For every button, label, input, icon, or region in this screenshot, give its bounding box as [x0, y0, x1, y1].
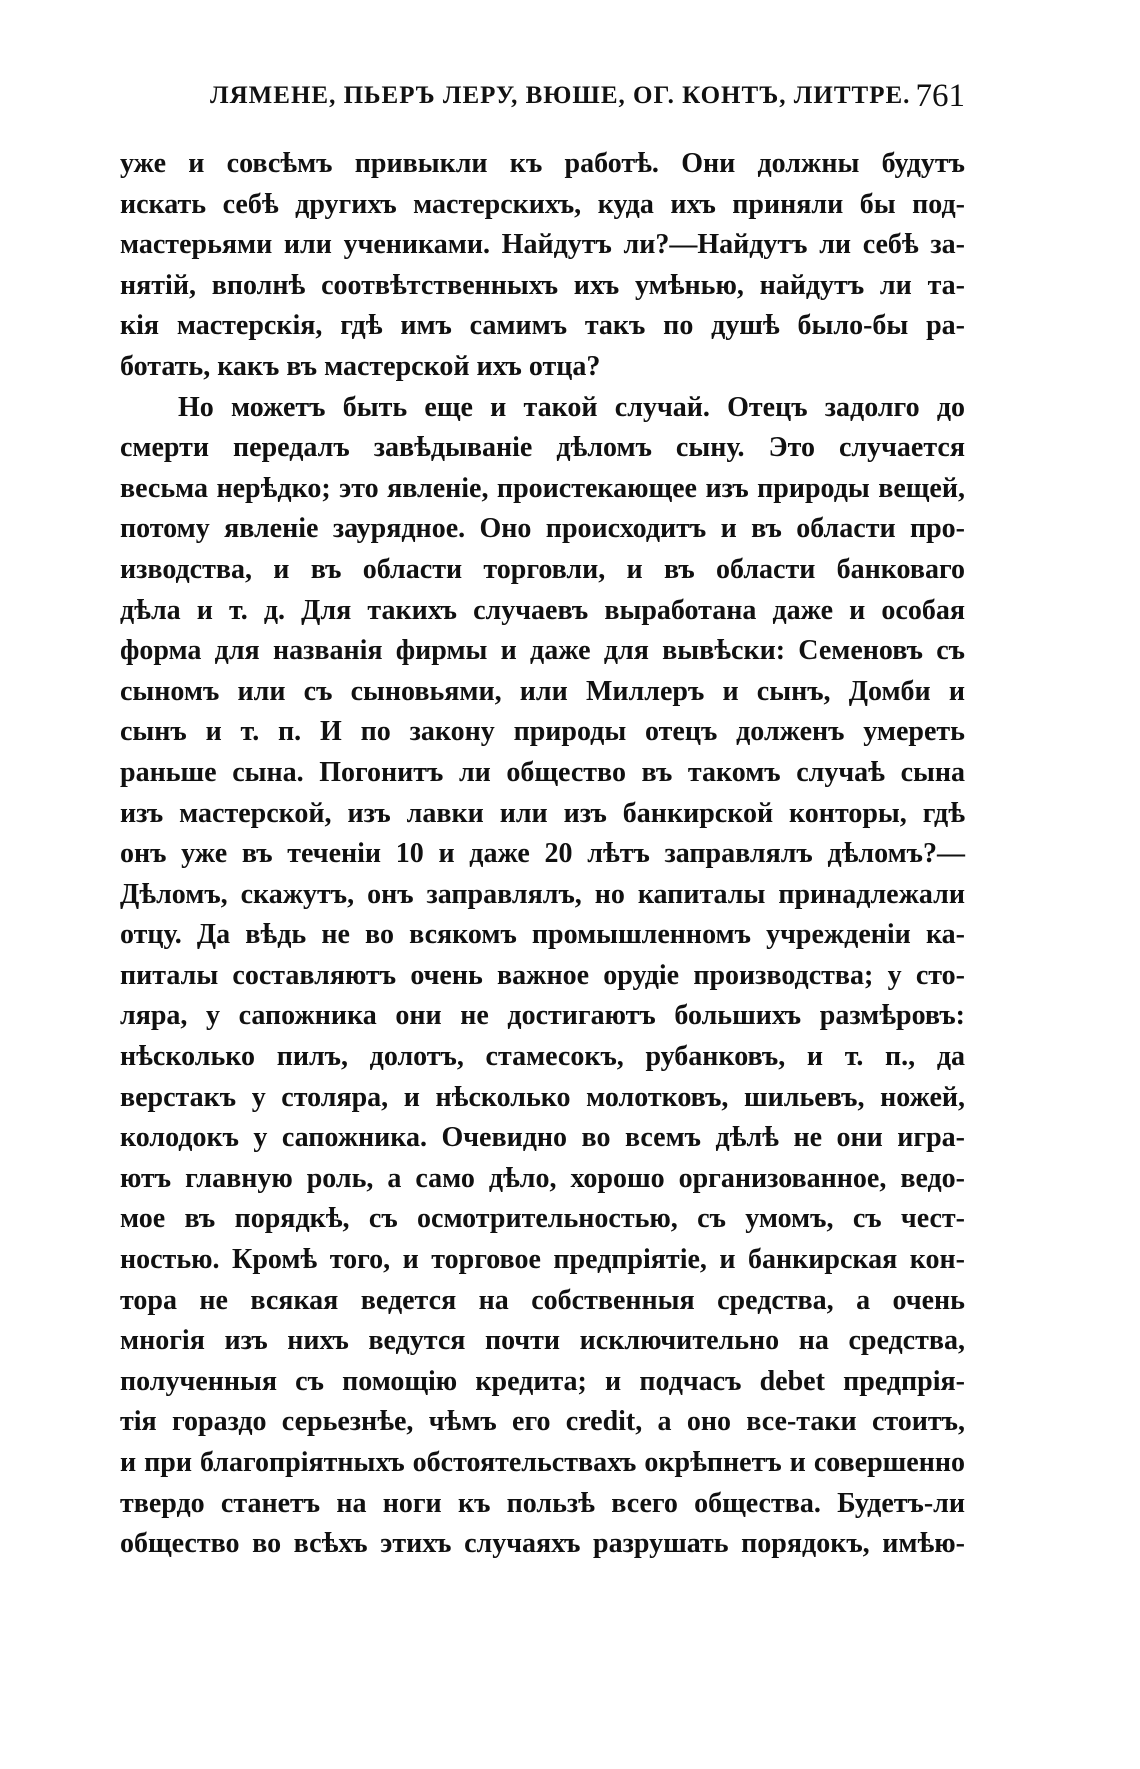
text-line: ютъ главную роль, а само дѣло, хорошо организованное, ведо- — [120, 1162, 965, 1194]
text-line: искать себѣ другихъ мастерскихъ, куда ихъ приняли бы под- — [120, 188, 965, 220]
text-line: полученныя съ помощію кредита; и подчасъ debet предпрія- — [120, 1365, 965, 1397]
text-line: мое въ порядкѣ, съ осмотрительностью, съ умомъ, съ чест- — [120, 1203, 965, 1235]
text-line: многія изъ нихъ ведутся почти исключительно на средства, — [120, 1325, 965, 1357]
text-line: ботать, какъ въ мастерской ихъ отца? — [120, 350, 601, 382]
text-line: потому явленіе заурядное. Оно происходитъ и въ области про- — [120, 513, 965, 545]
text-line: питалы составляютъ очень важное орудіе производства; у сто- — [120, 959, 965, 991]
text-line: мастерьями или учениками. Найдутъ ли?—Найдутъ ли себѣ за- — [120, 229, 965, 261]
text-line: колодокъ у сапожника. Очевидно во всемъ дѣлѣ не они игра- — [120, 1122, 965, 1154]
text-line: тора не всякая ведется на собственныя средства, а очень — [120, 1284, 965, 1316]
running-title: ЛЯМЕНЕ, ПЬЕРЪ ЛЕРУ, ВЮШЕ, ОГ. КОНТЪ, ЛИТТРЕ. — [210, 82, 911, 109]
text-line: верстакъ у столяра, и нѣсколько молотковъ, шильевъ, ножей, — [120, 1081, 965, 1113]
text-line: ляра, у сапожника они не достигаютъ большихъ размѣровъ: — [120, 1000, 965, 1032]
body-text — [120, 144, 965, 1614]
text-line: тія гораздо серьезнѣе, чѣмъ его credit, а оно все-таки стоитъ, — [120, 1406, 965, 1438]
text-line: раньше сына. Погонитъ ли общество въ такомъ случаѣ сына — [120, 756, 965, 788]
text-line: нѣсколько пилъ, долотъ, стамесокъ, рубанковъ, и т. п., да — [120, 1041, 965, 1073]
text-line: изводства, и въ области торговли, и въ области банковаго — [120, 553, 965, 585]
text-line: сыномъ или съ сыновьями, или Миллеръ и сынъ, Домби и — [120, 675, 965, 707]
text-line: Дѣломъ, скажутъ, онъ заправлялъ, но капиталы принадлежали — [120, 878, 965, 910]
text-line: нятій, вполнѣ соотвѣтственныхъ ихъ умѣнью, найдутъ ли та- — [120, 269, 965, 301]
text-line: кія мастерскія, гдѣ имъ самимъ такъ по душѣ было-бы ра- — [120, 310, 965, 342]
text-line: сынъ и т. п. И по закону природы отецъ долженъ умереть — [120, 716, 965, 748]
page-number: 761 — [915, 78, 965, 114]
text-line: онъ уже въ теченіи 10 и даже 20 лѣтъ заправлялъ дѣломъ?— — [120, 838, 965, 870]
text-line: Но можетъ быть еще и такой случай. Отецъ задолго до — [178, 391, 965, 423]
text-line: общество во всѣхъ этихъ случаяхъ разрушать порядокъ, имѣю- — [120, 1528, 965, 1560]
running-head — [120, 78, 965, 122]
text-line: и при благопріятныхъ обстоятельствахъ окрѣпнетъ и совершенно — [120, 1447, 965, 1478]
text-line: отцу. Да вѣдь не во всякомъ промышленномъ учрежденіи ка- — [120, 919, 965, 951]
text-line: ностью. Кромѣ того, и торговое предпріятіе, и банкирская кон- — [120, 1244, 965, 1276]
text-line: весьма нерѣдко; это явленіе, проистекающее изъ природы вещей, — [120, 472, 965, 504]
text-line: дѣла и т. д. Для такихъ случаевъ выработана даже и особая — [120, 594, 965, 626]
text-line: смерти передалъ завѣдываніе дѣломъ сыну. Это случается — [120, 432, 965, 464]
text-line: твердо станетъ на ноги къ пользѣ всего общества. Будетъ-ли — [120, 1487, 965, 1519]
text-line: уже и совсѣмъ привыкли къ работѣ. Они должны будутъ — [120, 148, 965, 179]
text-line: изъ мастерской, изъ лавки или изъ банкирской конторы, гдѣ — [120, 797, 965, 829]
text-line: форма для названія фирмы и даже для вывѣски: Семеновъ съ — [120, 635, 965, 667]
